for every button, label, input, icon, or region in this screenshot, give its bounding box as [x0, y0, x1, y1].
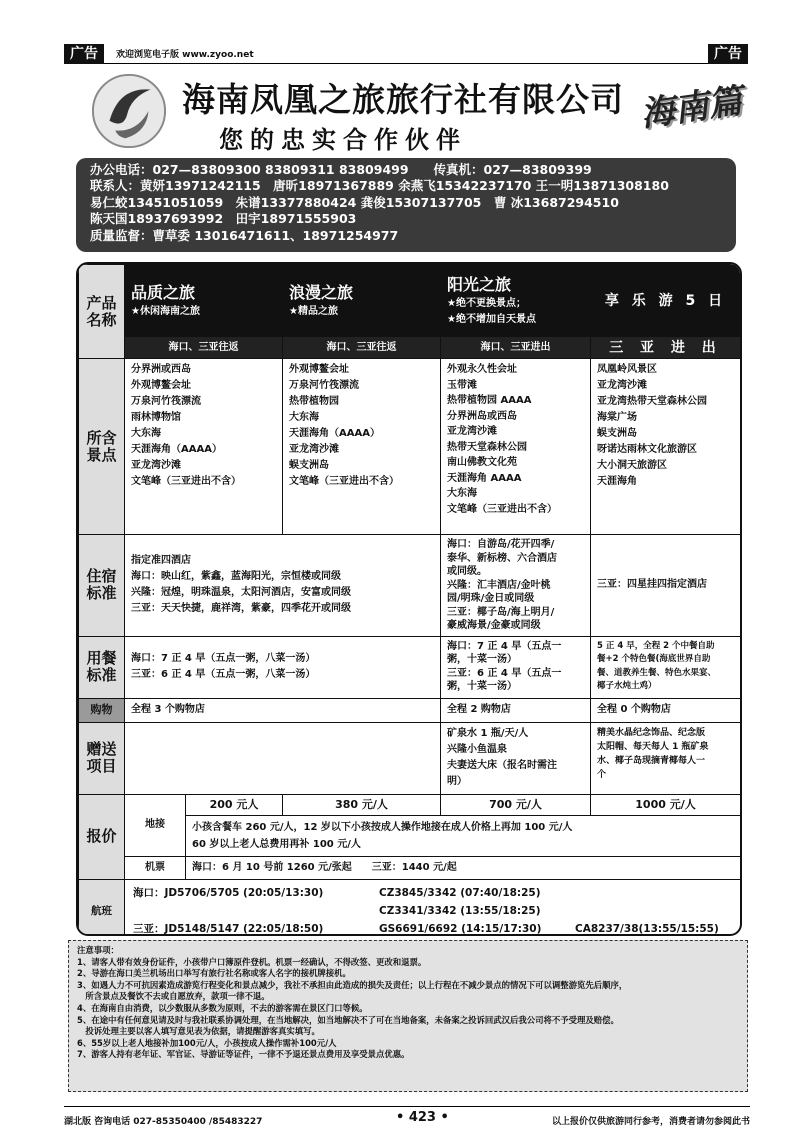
shop-col-4: 全程 0 个购物店 — [591, 698, 741, 722]
label-spots: 所含景点 — [79, 359, 125, 535]
footer-disclaimer: 以上报价仅供旅游同行参考，消费者请勿参阅此书 — [551, 1117, 750, 1127]
price-4: 1000 元/人 — [591, 794, 741, 815]
spot-item: 热带天堂森林公园 — [447, 441, 527, 453]
hotel-line: 指定准四酒店 — [131, 555, 191, 567]
hotel-line: 海口：映山红，紫鑫，蓝海阳光，宗恒楼或同级 — [131, 571, 341, 583]
notice-box — [68, 940, 748, 1092]
label-ground: 地接 — [125, 794, 186, 856]
spot-item: 万泉河竹筏漂流 — [289, 380, 359, 391]
meal-line: 餐+2 个特色餐(海底世界自助 — [597, 654, 711, 664]
spot-item: 外观博鳌会址 — [131, 380, 191, 391]
meal-col-12 — [125, 636, 441, 698]
spot-item: 天涯海角（AAAA） — [131, 444, 222, 455]
spot-item: 文笔峰（三亚进出不含） — [131, 476, 241, 487]
route-4: 三 亚 进 出 — [591, 337, 741, 359]
route-3: 海口、三亚进出 — [441, 337, 591, 359]
label-gift: 赠送项目 — [79, 722, 125, 794]
product-header-1 — [125, 265, 283, 337]
company-header — [64, 64, 748, 160]
flight-item: CA8237/38(13:55/15:55) — [575, 922, 719, 935]
notice-item: 2、导游在海口美兰机场出口举写有旅行社名称或客人名字的接机牌接机。 — [77, 968, 351, 979]
price-1: 200 元人 — [186, 794, 283, 815]
flight-item: 海口：JD5706/5705 (20:05/13:30) — [133, 886, 324, 899]
meal-col-4 — [591, 636, 741, 698]
company-slogan: 您的忠实合作伙伴 — [219, 125, 467, 154]
spot-item: 天涯海角 — [597, 476, 637, 487]
meal-line: 餐、道教养生餐、特色水果宴、 — [597, 667, 717, 678]
phoenix-logo-icon — [90, 72, 168, 150]
hotel-line: 海口：自游岛/花开四季/ — [447, 539, 555, 550]
hotel-col-4: 三亚：四星挂四指定酒店 — [591, 535, 741, 637]
spot-item: 天涯海角 AAAA — [447, 472, 522, 484]
hotel-line: 兴隆：汇丰酒店/金叶桃 — [447, 579, 551, 591]
gift-line: 水、椰子岛现摘青椰每人一 — [597, 755, 706, 766]
spot-item: 大东海 — [289, 412, 319, 423]
shop-col-3: 全程 2 购物店 — [441, 698, 591, 722]
spots-col-4 — [591, 359, 741, 535]
spots-col-2 — [283, 359, 441, 535]
hotel-col-3 — [441, 535, 591, 637]
price-2: 380 元/人 — [283, 794, 441, 815]
product-header-4 — [591, 265, 741, 337]
product-name: 阳光之旅 — [447, 274, 512, 294]
spot-item: 玉带滩 — [447, 379, 477, 391]
spot-item: 呀诺达雨林文化旅游区 — [597, 444, 697, 455]
spot-item: 热带植物园 AAAA — [447, 395, 532, 406]
spot-item: 外观博鳌会址 — [289, 364, 349, 375]
hotel-line: 三亚：天天快捷，鹿祥湾，紫豪，四季花开或同级 — [131, 603, 351, 615]
notice-title: 注意事项： — [77, 945, 119, 955]
route-2: 海口、三亚往返 — [283, 337, 441, 359]
product-header-2 — [283, 265, 441, 337]
spot-item: 海棠广场 — [597, 412, 637, 423]
notice-item: 1、请客人带有效身份证件，小孩带户口簿原件登机。机票一经确认，不得改签、更改和退票。 — [77, 956, 427, 967]
spots-col-1 — [125, 359, 283, 535]
label-product: 产品名称 — [79, 265, 125, 359]
shop-col-12: 全程 3 个购物店 — [125, 698, 441, 722]
contact-line: 质量监督：曹草委 13016471611、18971254977 — [90, 227, 399, 243]
flight-item: 三亚：JD5148/5147 (22:05/18:50) — [133, 922, 324, 935]
spot-item: 分界洲或西岛 — [131, 364, 191, 375]
spots-col-3 — [441, 359, 591, 535]
flight-row — [133, 920, 732, 937]
flight-item: CZ3341/3342 (13:55/18:25) — [379, 904, 541, 917]
notice-item: 投诉处理主要以客人填写意见表为依据，请提醒游客真实填写。 — [77, 1026, 320, 1037]
meal-line: 海口：7 正 4 早（五点一 — [447, 640, 562, 652]
spot-item: 大东海 — [131, 428, 161, 439]
price-note: 小孩含餐车 260 元/人，12 岁以下小孩按成人操作地接在成人价格上再加 100 元/人 — [192, 821, 573, 833]
spot-item: 外观永久性会址 — [447, 364, 517, 375]
ticket-price: 海口：6 月 10 号前 1260 元/张起 三亚：1440 元/起 — [186, 856, 741, 879]
product-name: 浪漫之旅 — [289, 282, 354, 302]
hotel-line: 三亚：椰子岛/海上明月/ — [447, 606, 555, 618]
hotel-line: 园/明珠/金日或同级 — [447, 593, 535, 604]
hainan-badge: 海南篇 — [638, 81, 745, 135]
flight-row — [133, 902, 732, 920]
flight-row — [133, 884, 732, 902]
meal-col-3 — [441, 636, 591, 698]
meal-line: 三亚：6 正 4 早（五点一 — [447, 667, 562, 679]
gift-line: 兴隆小鱼温泉 — [447, 743, 507, 755]
notice-item: 5、在途中有任何意见请及时与我社联系协调处理，在当地解决，如当地解决不了可在当地备案，未备案之投诉回武汉后我公司将不予受理及赔偿。 — [77, 1014, 619, 1025]
tour-table — [76, 262, 742, 936]
gift-line: 明） — [447, 775, 467, 787]
contact-panel — [76, 158, 736, 252]
footer-divider — [64, 1106, 750, 1107]
page-number: • 423 • — [396, 1110, 449, 1125]
meal-line: 海口：7 正 4 早（五点一粥，八菜一汤） — [131, 653, 316, 664]
company-name: 海南凤凰之旅旅行社有限公司 — [182, 80, 624, 119]
spot-item: 雨林博物馆 — [131, 412, 181, 423]
product-sub: ★绝不增加自天景点 — [447, 313, 536, 325]
contact-line: 陈天国18937693992 田宇18971555903 — [90, 211, 357, 227]
gift-line: 精美水晶纪念饰品、纪念版 — [597, 727, 706, 738]
product-sub: ★精品之旅 — [289, 305, 338, 317]
ad-tag-left: 广告 — [64, 44, 104, 64]
product-header-3 — [441, 265, 591, 337]
meal-line: 粥，十菜一汤） — [447, 654, 517, 665]
gift-line: 矿泉水 1 瓶/天/人 — [447, 727, 529, 739]
hotel-line: 豪威海景/金豪或同级 — [447, 620, 541, 631]
footer-phone: 湖北版 咨询电话 027-85350400 /85483227 — [64, 1117, 263, 1127]
spot-item: 亚龙湾热带天堂森林公园 — [597, 396, 707, 407]
gift-col-4 — [591, 722, 741, 794]
hotel-line: 兴隆：冠煌，明珠温泉，太阳河酒店，安富或同级 — [131, 587, 351, 599]
product-sub: ★绝不更换景点； — [447, 297, 526, 309]
gift-line: 夫妻送大床（报名时需注 — [447, 759, 557, 771]
product-name: 享 乐 游 5 日 — [604, 292, 727, 309]
hotel-line: 泰华、新标榜、六合酒店 — [447, 552, 557, 564]
gift-col-3 — [441, 722, 591, 794]
spot-item: 热带植物园 — [289, 396, 339, 407]
product-sub: ★休闲海南之旅 — [131, 305, 200, 317]
welcome-text: 欢迎浏览电子版 www.zyoo.net — [116, 50, 254, 60]
spot-item: 凤凰岭风景区 — [597, 364, 657, 375]
flight-list — [125, 879, 741, 936]
spot-item: 亚龙湾沙滩 — [289, 444, 339, 455]
spot-item: 蜈支洲岛 — [597, 428, 637, 439]
meal-line: 椰子水炖土鸡） — [597, 681, 657, 691]
spot-item: 万泉河竹筏漂流 — [131, 396, 201, 407]
meal-line: 5 正 4 早，全程 2 个中餐自助 — [597, 640, 715, 651]
gift-line: 个 — [597, 769, 607, 780]
price-notes — [186, 815, 741, 856]
spot-item: 文笔峰（三亚进出不含） — [447, 503, 557, 515]
price-3: 700 元/人 — [441, 794, 591, 815]
top-bar — [64, 44, 748, 64]
spot-item: 亚龙湾沙滩 — [131, 460, 181, 471]
spot-item: 蜈支洲岛 — [289, 460, 329, 471]
hotel-line: 或同级。 — [447, 566, 487, 577]
contact-line: 易仁蛟13451051059 朱谱13377880424 龚俊15307137705 曹 冰13687294510 — [90, 194, 619, 210]
hotel-col-12 — [125, 535, 441, 637]
notice-item: 4、在海南自由消费，以少数服从多数为原则，不去的游客需在景区门口等候。 — [77, 1002, 368, 1013]
notice-item: 6、55岁以上老人地接补加100元/人，小孩按成人操作需补100元/人 — [77, 1037, 337, 1048]
gift-col-12 — [125, 722, 441, 794]
label-flight: 航班 — [79, 879, 125, 936]
notice-item: 所含景点及餐饮不去或自愿放弃，款项一律不退。 — [77, 991, 270, 1002]
meal-line: 粥，十菜一汤） — [447, 681, 517, 692]
spot-item: 文笔峰（三亚进出不含） — [289, 476, 399, 487]
label-meal: 用餐标准 — [79, 636, 125, 698]
spot-item: 分界洲岛或西岛 — [447, 410, 517, 422]
flight-item: GS6691/6692 (14:15/17:30) — [379, 922, 542, 935]
label-hotel: 住宿标准 — [79, 535, 125, 637]
notice-item: 3、如遇人力不可抗因素造成游览行程变化和景点减少，我社不承担由此造成的损失及责任；以上行程在不减少景点的情况下可以调整游览先后顺序， — [77, 979, 628, 990]
spot-item: 亚龙湾沙滩 — [597, 380, 647, 391]
route-1: 海口、三亚往返 — [125, 337, 283, 359]
notice-item: 7、游客人持有老年证、军官证、导游证等证件，一律不予退还景点费用及享受景点优惠。 — [77, 1049, 410, 1060]
flight-item: CZ3845/3342 (07:40/18:25) — [379, 886, 541, 899]
label-ticket: 机票 — [125, 856, 186, 879]
contact-line: 联系人：黄妍13971242115 唐昕18971367889 余燕飞15342237170 王一明13871308180 — [90, 178, 669, 194]
ad-tag-right: 广告 — [708, 44, 748, 64]
spot-item: 大小洞天旅游区 — [597, 460, 667, 471]
price-note: 60 岁以上老人总费用再补 100 元/人 — [192, 838, 361, 850]
meal-line: 三亚：6 正 4 早（五点一粥，八菜一汤） — [131, 669, 316, 680]
spot-item: 天涯海角（AAAA） — [289, 428, 380, 439]
spot-item: 大东海 — [447, 488, 477, 499]
label-price: 报价 — [79, 794, 125, 879]
product-name: 品质之旅 — [131, 282, 196, 302]
spot-item: 南山佛教文化苑 — [447, 457, 517, 468]
spot-item: 亚龙湾沙滩 — [447, 426, 497, 437]
gift-line: 太阳帽、每天每人 1 瓶矿泉 — [597, 741, 709, 752]
label-shop: 购物 — [79, 698, 125, 722]
contact-line: 办公电话：027—83809300 83809311 83809499 传真机：027—83809399 — [90, 162, 592, 177]
